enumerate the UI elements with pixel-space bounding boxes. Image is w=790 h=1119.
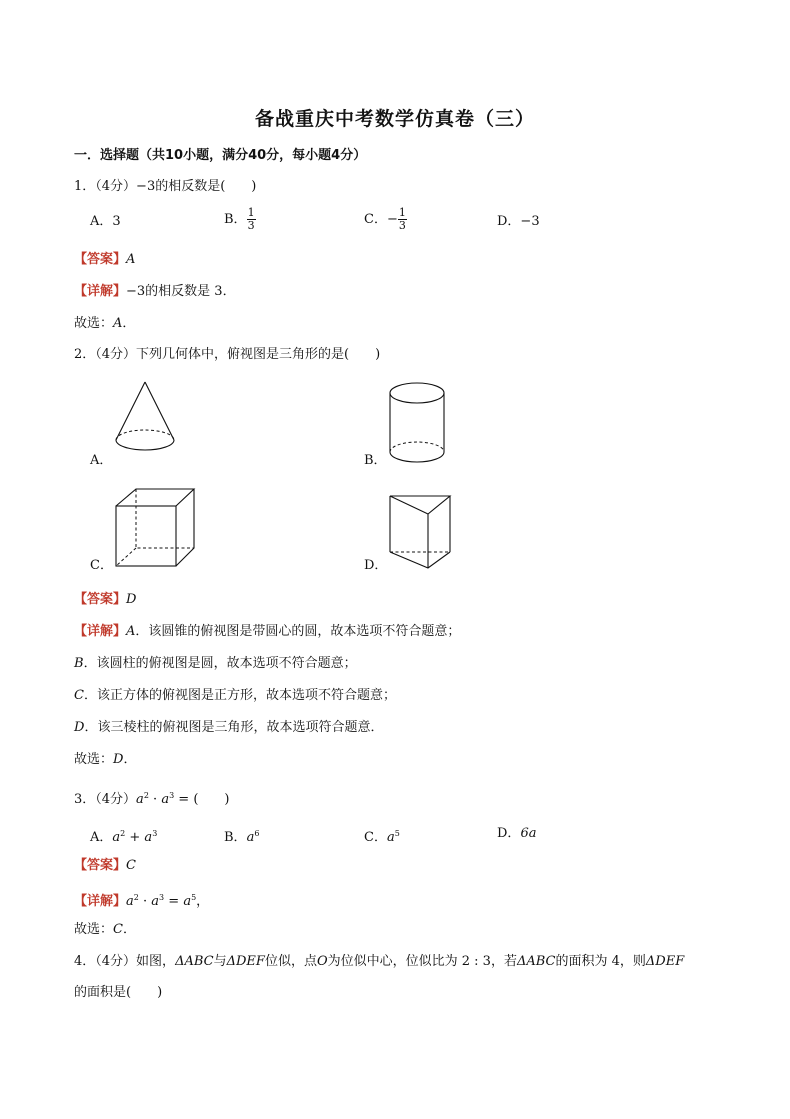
q1-option-d: D．−3 <box>497 214 540 229</box>
q1-choose <box>74 316 135 332</box>
detail-text: ．该正方体的俯视图是正方形，故本选项不符合题意； <box>83 688 396 703</box>
exponent: 2 <box>143 791 149 800</box>
choose-value: D <box>113 752 124 767</box>
cube-figure <box>112 486 198 570</box>
exponent: 6 <box>254 829 260 838</box>
point-o: O <box>316 954 328 969</box>
detail-tag: 【详解】 <box>74 624 127 639</box>
choose-prefix: 故选： <box>74 922 114 937</box>
q3-option-a <box>90 826 157 846</box>
q1-option-c <box>364 207 407 232</box>
q1-option-b <box>224 207 256 232</box>
q1-detail-text: −3的相反数是 3． <box>126 284 236 299</box>
cone-figure <box>110 380 180 468</box>
triangle-abc: ΔABC <box>175 954 214 969</box>
var-a: a <box>386 830 395 845</box>
var-a: a <box>151 894 160 909</box>
q4-text: 为位似中心，位似比为 2 : 3，若 <box>327 954 517 969</box>
q2-answer <box>74 592 136 608</box>
q4-number: 4．（4分） <box>74 954 137 969</box>
choose-prefix: 故选： <box>74 752 114 767</box>
q2-detail-a <box>74 624 460 640</box>
page-title: 备战重庆中考数学仿真卷（三） <box>254 108 535 130</box>
detail-tag: 【详解】 <box>74 894 127 909</box>
q3-option-d <box>497 826 536 842</box>
q3-stem <box>74 788 229 808</box>
var-a: a <box>161 792 170 807</box>
q2-number: 2．（4分） <box>74 347 137 362</box>
detail-tail: ， <box>196 894 210 909</box>
q3-choose <box>74 922 136 938</box>
fraction-denominator: 3 <box>398 219 406 232</box>
fraction-denominator: 3 <box>247 219 255 232</box>
choose-value: C <box>113 922 123 937</box>
exponent: 5 <box>191 893 197 902</box>
q1-text: −3的相反数是( ) <box>136 179 257 194</box>
q4-text: 位似，点 <box>264 954 317 969</box>
detail-text: ．该圆柱的俯视图是圆，故本选项不符合题意； <box>83 656 357 671</box>
q1-number: 1．（4分） <box>74 179 137 194</box>
q3-answer-value: C <box>126 858 136 873</box>
choose-suffix: ． <box>123 752 137 767</box>
q1-answer <box>74 252 135 268</box>
detail-text: ．该圆锥的俯视图是带圆心的圆，故本选项不符合题意； <box>135 624 461 639</box>
q4-stem <box>74 954 684 970</box>
q3-number: 3．（4分） <box>74 792 137 807</box>
detail-tag: 【详解】 <box>74 284 127 299</box>
var-a: a <box>246 830 255 845</box>
answer-tag: 【答案】 <box>74 858 127 873</box>
var-a: a <box>136 792 144 807</box>
q4-stem-line2: 的面积是( ) <box>74 985 163 1000</box>
q2-detail-d <box>74 720 383 736</box>
q4-text: 如图， <box>136 954 176 969</box>
answer-tag: 【答案】 <box>74 592 127 607</box>
q2-detail-c <box>74 688 396 704</box>
q1-option-c-fraction <box>398 207 407 232</box>
exponent: 2 <box>120 829 126 838</box>
triangle-def: ΔDEF <box>226 954 265 969</box>
detail-letter: C <box>74 688 84 703</box>
q4-text: 的面积为 4，则 <box>555 954 646 969</box>
q3-answer <box>74 858 136 874</box>
option-prefix: D． <box>497 826 521 841</box>
plus-operator: + <box>125 830 145 845</box>
exponent: 5 <box>394 829 400 838</box>
q2-label-c: C． <box>90 558 113 573</box>
q1-detail <box>74 284 236 300</box>
exponent: 2 <box>133 893 139 902</box>
choose-prefix: 故选： <box>74 316 114 331</box>
fraction-numerator: 1 <box>398 206 406 219</box>
q2-label-d: D． <box>364 558 388 573</box>
dot-operator: · <box>138 894 152 909</box>
q3-option-c <box>364 826 400 846</box>
q3-stem-tail: = ( ) <box>174 792 230 807</box>
option-prefix: A． <box>90 830 113 845</box>
q2-answer-value: D <box>126 592 137 607</box>
triangle-def: ΔDEF <box>645 954 685 969</box>
equals-operator: = <box>164 894 184 909</box>
q3-option-b <box>224 826 259 846</box>
exponent: 3 <box>169 791 175 800</box>
q1-stem <box>74 179 256 195</box>
q2-label-a: A． <box>90 453 113 468</box>
q2-label-b: B． <box>364 453 387 468</box>
detail-letter: D <box>74 720 85 735</box>
var-a: a <box>126 894 134 909</box>
q3-detail <box>74 890 209 910</box>
q1-option-c-prefix: C．− <box>364 212 398 227</box>
triangle-abc: ΔABC <box>516 954 556 969</box>
exponent: 3 <box>152 829 158 838</box>
option-prefix: C． <box>364 830 387 845</box>
q1-option-b-fraction <box>247 207 256 232</box>
choose-value: A <box>113 316 123 331</box>
fraction-numerator: 1 <box>247 206 255 219</box>
q2-choose <box>74 752 136 768</box>
choose-suffix: ． <box>122 922 136 937</box>
q4-text: 与 <box>213 954 227 969</box>
q2-text: 下列几何体中，俯视图是三角形的是( ) <box>136 347 381 362</box>
exponent: 3 <box>159 893 165 902</box>
q1-answer-value: A <box>126 252 136 267</box>
q2-stem <box>74 347 380 363</box>
var-a: a <box>144 830 153 845</box>
q2-detail-b <box>74 656 357 672</box>
section-heading: 一．选择题（共10小题，满分40分，每小题4分） <box>74 148 367 163</box>
q1-option-a: A．3 <box>90 214 121 229</box>
choose-suffix: ． <box>122 316 136 331</box>
dot-operator: · <box>148 792 162 807</box>
var-a: a <box>112 830 121 845</box>
detail-letter: B <box>74 656 84 671</box>
var-a: a <box>183 894 192 909</box>
option-prefix: B． <box>224 830 247 845</box>
cylinder-figure <box>386 380 448 468</box>
answer-tag: 【答案】 <box>74 252 127 267</box>
q1-option-b-prefix: B． <box>224 212 247 227</box>
detail-letter: A <box>126 624 136 639</box>
option-value: 6a <box>520 826 537 841</box>
triangular-prism-figure <box>386 490 456 570</box>
detail-text: ．该三棱柱的俯视图是三角形，故本选项符合题意． <box>84 720 384 735</box>
